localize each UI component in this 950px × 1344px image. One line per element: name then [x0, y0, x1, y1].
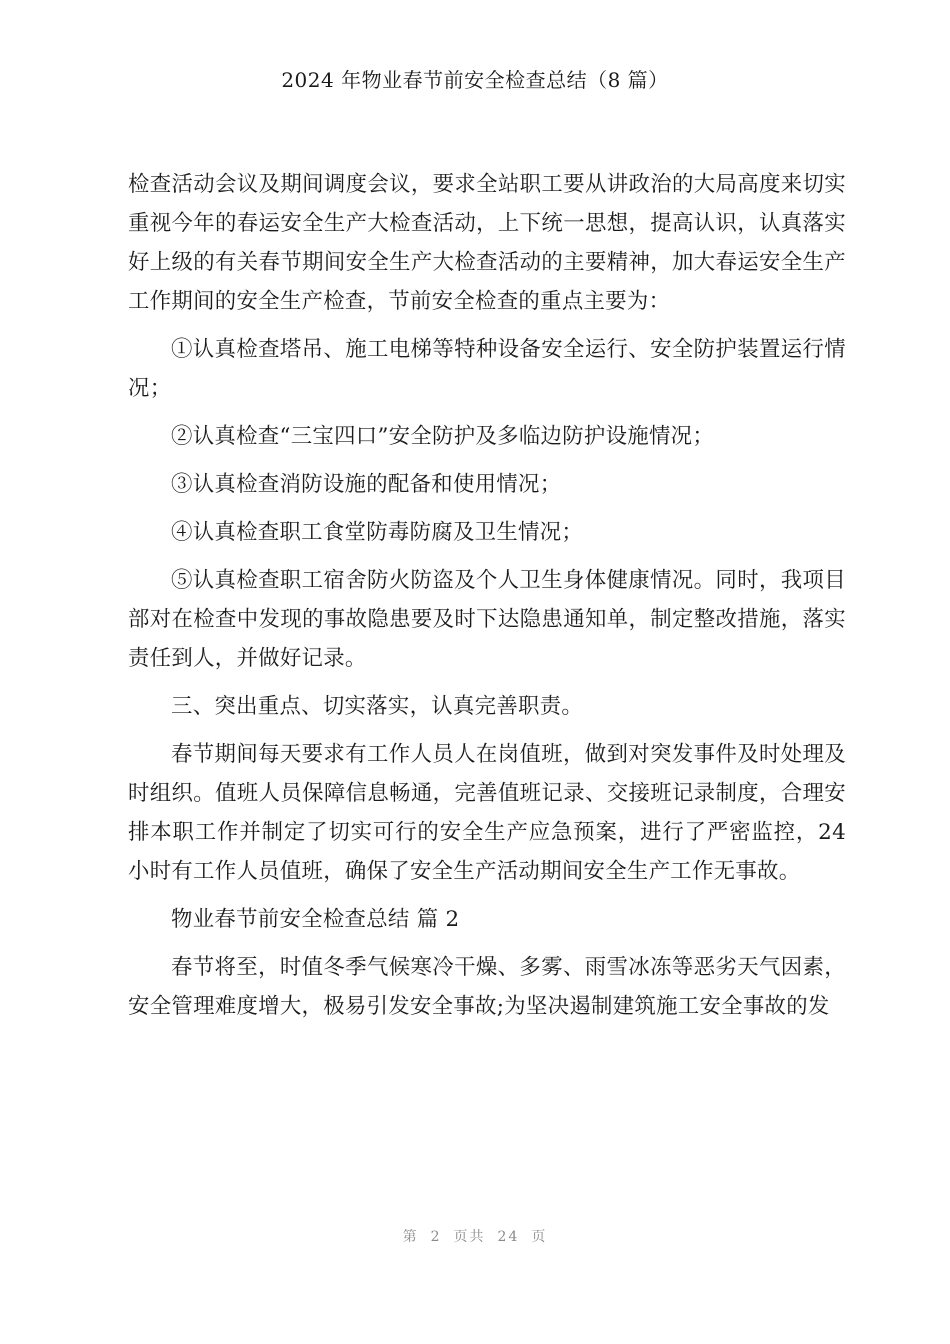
paragraph: 检查活动会议及期间调度会议，要求全站职工要从讲政治的大局高度来切实重视今年的春运安全生产大检查活动，上下统一思想，提高认识，认真落实好上级的有关春节期间安全生产大检查活动的主要精神，加大春运安全生产工作期间的安全生产检查，节前安全检查的重点主要为：: [128, 172, 846, 314]
section-heading: 三、突出重点、切实落实，认真完善职责。: [171, 694, 584, 719]
list-item-3: ③认真检查消防设施的配备和使用情况；: [171, 472, 562, 497]
footer-page-word: 第: [402, 1229, 419, 1245]
document-title: 2024 年物业春节前安全检查总结（8 篇）: [281, 68, 669, 92]
footer-page-number: 2: [430, 1229, 442, 1245]
page-footer: [0, 1226, 950, 1246]
footer-total-pages: 24: [497, 1229, 520, 1245]
list-item-1: ①认真检查塔吊、施工电梯等特种设备安全运行、安全防护装置运行情况；: [128, 337, 846, 401]
document-body: [128, 165, 846, 1035]
list-item-2: ②认真检查“三宝四口”安全防护及多临边防护设施情况；: [171, 424, 715, 449]
footer-end-word: 页: [531, 1229, 548, 1245]
footer-total-word: 页共: [453, 1229, 486, 1245]
list-item-5: ⑤认真检查职工宿舍防火防盗及个人卫生身体健康情况。同时，我项目部对在检查中发现的事故隐患要及时下达隐患通知单，制定整改措施，落实责任到人，并做好记录。: [128, 568, 846, 671]
subsection-heading: 物业春节前安全检查总结 篇 2: [171, 907, 460, 932]
paragraph: 春节将至，时值冬季气候寒冷干燥、多雾、雨雪冰冻等恶劣天气因素，安全管理难度增大，极易引发安全事故;为坚决遏制建筑施工安全事故的发: [128, 955, 846, 1019]
paragraph: 春节期间每天要求有工作人员人在岗值班，做到对突发事件及时处理及时组织。值班人员保障信息畅通，完善值班记录、交接班记录制度，合理安排本职工作并制定了切实可行的安全生产应急预案，进行了严密监控，24 小时有工作人员值班，确保了安全生产活动期间安全生产工作无事故。: [128, 742, 846, 884]
list-item-4: ④认真检查职工食堂防毒防腐及卫生情况；: [171, 520, 584, 545]
